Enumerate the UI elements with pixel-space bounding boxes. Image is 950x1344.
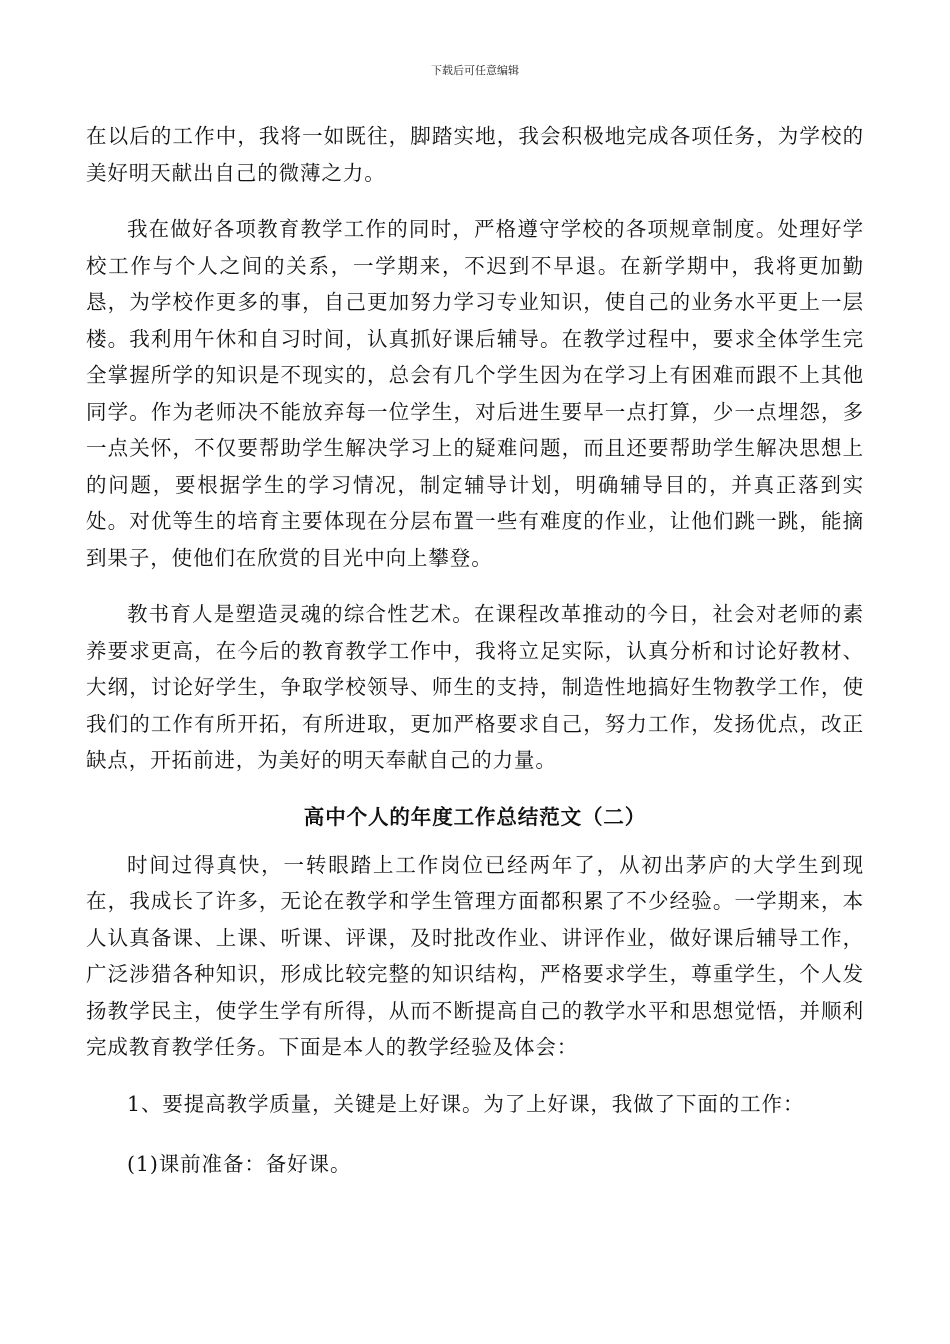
section-paragraph-1: 时间过得真快，一转眼踏上工作岗位已经两年了，从初出茅庐的大学生到现在，我成长了许多，无论在教学和学生管理方面都积累了不少经验。一学期来，本人认真备课、上课、听课、评课，及时批改作业、讲评作业，做好课后辅导工作，广泛涉猎各种知识，形成比较完整的知识结构，严格要求学生，尊重学生，个人发扬教学民主，使学生学有所得，从而不断提高自己的教学水平和思想觉悟，并顺利完成教育教学任务。下面是本人的教学经验及体会：: [86, 852, 864, 1059]
paragraph-2: 我在做好各项教育教学工作的同时，严格遵守学校的各项规章制度。处理好学校工作与个人之间的关系，一学期来，不迟到不早退。在新学期中，我将更加勤恳，为学校作更多的事，自己更加努力学习专业知识，使自己的业务水平更上一层楼。我利用午休和自习时间，认真抓好课后辅导。在教学过程中，要求全体学生完全掌握所学的知识是不现实的，总会有几个学生因为在学习上有困难而跟不上其他同学。作为老师决不能放弃每一位学生，对后进生要早一点打算，少一点埋怨，多一点关怀，不仅要帮助学生解决学习上的疑难问题，而且还要帮助学生解决思想上的问题，要根据学生的学习情况，制定辅导计划，明确辅导目的，并真正落到实处。对优等生的培育主要体现在分层布置一些有难度的作业，让他们跳一跳，能摘到果子，使他们在欣赏的目光中向上攀登。: [86, 217, 864, 570]
paragraph-3: 教书育人是塑造灵魂的综合性艺术。在课程改革推动的今日，社会对老师的素养要求更高，在今后的教育教学工作中，我将立足实际，认真分析和讨论好教材、大纲，讨论好学生，争取学校领导、师生的支持，制造性地搞好生物教学工作，使我们的工作有所开拓，有所进取，更加严格要求自己，努力工作，发扬优点，改正缺点，开拓前进，为美好的明天奉献自己的力量。: [86, 602, 864, 772]
section-paragraph-2: 1、要提高教学质量，关键是上好课。为了上好课，我做了下面的工作：: [127, 1091, 805, 1116]
document-body: [86, 118, 864, 1203]
page-header: 下载后可任意编辑: [431, 64, 519, 77]
paragraph-1: 在以后的工作中，我将一如既往，脚踏实地，我会积极地完成各项任务，为学校的美好明天献出自己的微薄之力。: [86, 124, 864, 185]
section-title: 高中个人的年度工作总结范文（二）: [303, 804, 647, 829]
section-paragraph-3: (1)课前准备：备好课。: [127, 1152, 352, 1176]
